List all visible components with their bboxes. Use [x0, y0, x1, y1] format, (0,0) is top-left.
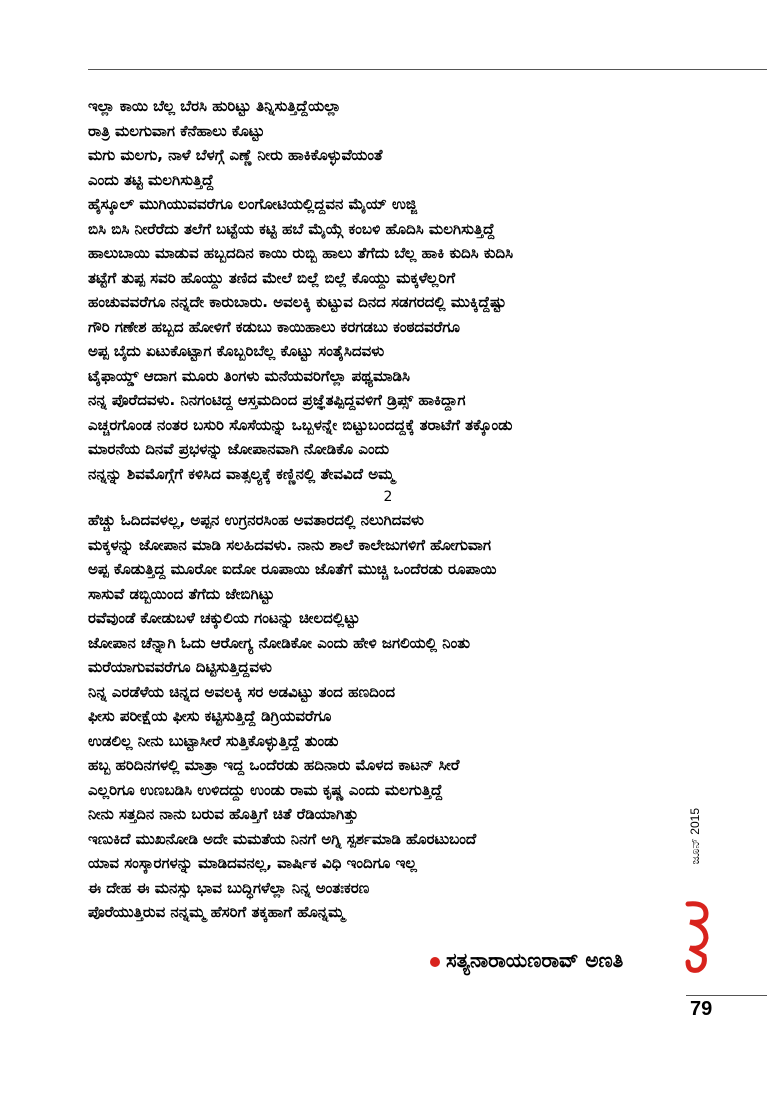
poem-line: ಸಾಸುವೆ ಡಬ್ಬಿಯಿಂದ ತೆಗೆದು ಜೇಬಿಗಿಟ್ಟು [88, 584, 275, 603]
poem-line: ಅಪ್ಪ ಕೊಡುತ್ತಿದ್ದ ಮೂರೋ ಐದೋ ರೂಪಾಯಿ ಜೊತೆಗೆ ಮುಚ್ಚಿ ಒಂದೆರಡು ರೂಪಾಯಿ [88, 560, 497, 578]
poem-line: ಬಿಸಿ ಬಿಸಿ ನೀರೆರೆದು ತಲೆಗೆ ಬಟ್ಟೆಯ ಕಟ್ಟಿ ಹಬೆ ಮೈಯ್ಗೆ ಕಂಬಳಿ ಹೊದಿಸಿ ಮಲಗಿಸುತ್ತಿದ್ದೆ [88, 219, 495, 238]
poem-line: ಜೋಪಾನ ಚೆನ್ನಾಗಿ ಓದು ಆರೋಗ್ಯ ನೋಡಿಕೋ ಎಂದು ಹೇಳಿ ಜಗಲಿಯಲ್ಲಿ ನಿಂತು [88, 633, 470, 652]
poem-line: ಮರೆಯಾಗುವವರೆಗೂ ದಿಟ್ಟಿಸುತ್ತಿದ್ದವಳು [88, 658, 272, 676]
poem-line: ನೀನು ಸತ್ತದಿನ ನಾನು ಬರುವ ಹೊತ್ತಿಗೆ ಚಿತೆ ರೆಡಿಯಾಗಿತ್ತು [88, 805, 359, 823]
poem-line: ಅಪ್ಪ ಬೈದು ಏಟುಕೊಟ್ಟಾಗ ಕೊಬ್ಬರಿಬೆಲ್ಲ ಕೊಟ್ಟು ಸಂತೈಸಿದವಳು [88, 342, 385, 360]
poem-line: ಹಂಚುವವರೆಗೂ ನನ್ನದೇ ಕಾರುಬಾರು. ಅವಲಕ್ಕಿ ಕುಟ್ಟುವ ದಿನದ ಸಡಗರದಲ್ಲಿ ಮುಕ್ಕಿದ್ದೆಷ್ಟು [88, 293, 507, 311]
magazine-logo [682, 900, 712, 980]
poem-line: ಮಾರನೆಯ ದಿನವೆ ಪ್ರಭಳನ್ನು ಜೋಪಾನವಾಗಿ ನೋಡಿಕೊ ಎಂದು [88, 440, 390, 458]
poem-part-1 [88, 94, 668, 486]
poem-body [88, 94, 668, 925]
poem-line: ಎಚ್ಚರಗೊಂಡ ನಂತರ ಬಸುರಿ ಸೊಸೆಯನ್ನು ಒಬ್ಬಳನ್ನೇ ಬಿಟ್ಟುಬಂದದ್ದಕ್ಕೆ ತರಾಟೆಗೆ ತಕ್ಕೊಂಡು [88, 415, 513, 434]
issue-date: ಜೂನ್ 2015 [688, 808, 702, 865]
poem-line: ಗೌರಿ ಗಣೇಶ ಹಬ್ಬದ ಹೋಳಿಗೆ ಕಡುಬು ಕಾಯಿಹಾಲು ಕರಗಡಬು ಕಂಠದವರೆಗೂ [88, 317, 460, 336]
author-byline [430, 948, 623, 972]
poem-line: ಯಾವ ಸಂಸ್ಕಾರಗಳನ್ನು ಮಾಡಿದವನಲ್ಲ, ವಾರ್ಷಿಕ ವಿಧಿ ಇಂದಿಗೂ ಇಲ್ಲ [88, 854, 417, 872]
poem-line: ರವೆವುಂಡೆ ಕೋಡುಬಳೆ ಚಕ್ಕುಲಿಯ ಗಂಟನ್ನು ಚೀಲದಲ್ಲಿಟ್ಟು [88, 609, 360, 627]
poem-line: ಉಡಲಿಲ್ಲ ನೀನು ಬುಟ್ಟಾಸೀರೆ ಸುತ್ತಿಕೊಳ್ಳುತ್ತಿದ್ದೆ ತುಂಡು [88, 731, 339, 750]
poem-line: ಮಗು ಮಲಗು, ನಾಳೆ ಬೆಳಗ್ಗೆ ಎಣ್ಣೆ ನೀರು ಹಾಕಿಕೊಳ್ಳುವೆಯಂತೆ [88, 146, 383, 164]
poem-line: ಮಕ್ಕಳನ್ನು ಜೋಪಾನ ಮಾಡಿ ಸಲಹಿದವಳು. ನಾನು ಶಾಲೆ ಕಾಲೇಜುಗಳಿಗೆ ಹೋಗುವಾಗ [88, 535, 491, 554]
poem-line: ನಿನ್ನ ಎರಡೆಳೆಯ ಚಿನ್ನದ ಅವಲಕ್ಕಿ ಸರ ಅಡವಿಟ್ಟು ತಂದ ಹಣದಿಂದ [88, 682, 396, 701]
poem-line: ಫೀಸು ಪರೀಕ್ಷೆಯ ಫೀಸು ಕಟ್ಟಿಸುತ್ತಿದ್ದೆ ಡಿಗ್ರಿಯವರೆಗೂ [88, 707, 332, 725]
poem-line: ನನ್ನ ಪೊರೆದವಳು. ನಿನಗಂಟಿದ್ದ ಆಸ್ತಮದಿಂದ ಪ್ರಜ್ಞೆತಪ್ಪಿದ್ದವಳಿಗೆ ಡ್ರಿಪ್ಸ್ ಹಾಕಿದ್ದಾಗ [88, 391, 466, 409]
poem-line: ಟೈಫಾಯ್ಡ್ ಆದಾಗ ಮೂರು ತಿಂಗಳು ಮನೆಯವರಿಗೆಲ್ಲಾ ಪಥ್ಯಮಾಡಿಸಿ [88, 366, 410, 385]
poem-line: ರಾತ್ರಿ ಮಲಗುವಾಗ ಕೆನೆಹಾಲು ಕೊಟ್ಟು [88, 121, 265, 140]
poem-line: ಎಂದು ತಟ್ಟಿ ಮಲಗಿಸುತ್ತಿದ್ದೆ [88, 170, 214, 189]
poem-line: ಇಲ್ಲಾ ಕಾಯಿ ಬೆಲ್ಲ ಬೆರಸಿ ಹುರಿಟ್ಟು ತಿನ್ನಿಸುತ್ತಿದ್ದೆಯಲ್ಲಾ [88, 97, 341, 115]
poem-line: ಹೈಸ್ಕೂಲ್ ಮುಗಿಯುವವರೆಗೂ ಲಂಗೋಟಿಯಲ್ಲಿದ್ದವನ ಮೈಯ್ ಉಜ್ಜಿ [88, 195, 418, 213]
poem-line: ನನ್ನನ್ನು ಶಿವಮೊಗ್ಗೆಗೆ ಕಳಿಸಿದ ವಾತ್ಸಲ್ಯಕ್ಕೆ ಕಣ್ಣಿನಲ್ಲಿ ತೇವವಿದೆ ಅಮ್ಮ [88, 464, 395, 483]
top-rule [88, 69, 767, 70]
section-number: 2 [383, 489, 393, 505]
poem-line: ಎಲ್ಲರಿಗೂ ಉಣಬಡಿಸಿ ಉಳಿದದ್ದು ಉಂಡು ರಾಮ ಕೃಷ್ಣ ಎಂದು ಮಲಗುತ್ತಿದ್ದೆ [88, 780, 443, 799]
page-number: 79 [690, 998, 713, 1020]
poem-line: ಈ ದೇಹ ಈ ಮನಸ್ಸು ಭಾವ ಬುದ್ಧಿಗಳೆಲ್ಲಾ ನಿನ್ನ ಅಂತಃಕರಣ [88, 878, 370, 897]
footer-rule [686, 995, 767, 996]
poem-line: ಪೊರೆಯುತ್ತಿರುವ ನನ್ನಮ್ಮ ಹೆಸರಿಗೆ ತಕ್ಕಹಾಗೆ ಹೊನ್ನಮ್ಮ [88, 903, 345, 921]
poem-part-2 [88, 508, 668, 925]
bullet-icon [430, 957, 440, 967]
poem-line: ತಟ್ಟೆಗೆ ತುಪ್ಪ ಸವರಿ ಹೊಯ್ದು ತಣಿದ ಮೇಲೆ ಬಿಲ್ಲೆ ಬಿಲ್ಲೆ ಕೊಯ್ದು ಮಕ್ಕಳೆಲ್ಲರಿಗೆ [88, 268, 456, 287]
poem-line: ಹಾಲುಬಾಯಿ ಮಾಡುವ ಹಬ್ಬದದಿನ ಕಾಯಿ ರುಬ್ಬಿ ಹಾಲು ತೆಗೆದು ಬೆಲ್ಲ ಹಾಕಿ ಕುದಿಸಿ ಕುದಿಸಿ [88, 244, 514, 262]
poem-line: ಇಣುಕಿದೆ ಮುಖನೋಡಿ ಅದೇ ಮಮತೆಯ ನಿನಗೆ ಅಗ್ನಿ ಸ್ಪರ್ಶಮಾಡಿ ಹೊರಟುಬಂದೆ [88, 829, 477, 848]
poem-line: ಹಬ್ಬ ಹರಿದಿನಗಳಲ್ಲಿ ಮಾತ್ರಾ ಇದ್ದ ಒಂದೆರಡು ಹದಿನಾರು ಮೊಳದ ಕಾಟನ್ ಸೀರೆ [88, 756, 460, 774]
poem-line: ಹೆಚ್ಚು ಓದಿದವಳಲ್ಲ, ಅಪ್ಪನ ಉಗ್ರನರಸಿಂಹ ಅವತಾರದಲ್ಲಿ ನಲುಗಿದವಳು [88, 511, 424, 529]
author-name: ಸತ್ಯನಾರಾಯಣರಾವ್ ಅಣತಿ [446, 948, 624, 972]
